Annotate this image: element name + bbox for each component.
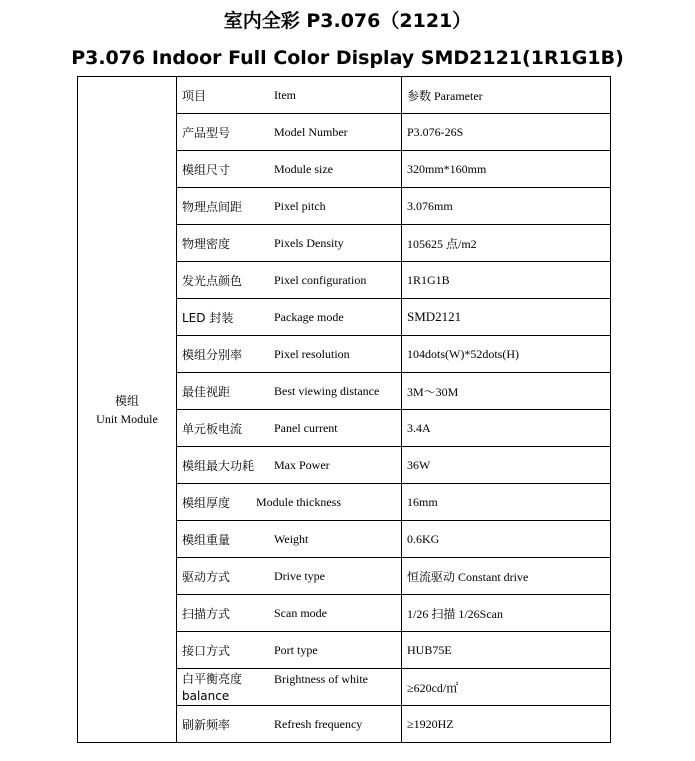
item-label-cn: 模组尺寸 (182, 162, 231, 177)
value-cell (402, 299, 611, 336)
value-cell (402, 447, 611, 484)
value-text: P3.076-26S (407, 124, 464, 139)
item-label-cn: 刷新频率 (182, 717, 231, 732)
item-label-cn: 扫描方式 (182, 606, 231, 621)
value-text: 参数 Parameter (407, 88, 483, 103)
value-text: 105625 点/m2 (407, 236, 477, 251)
value-cell (402, 558, 611, 595)
item-label-cn: 模组分别率 (182, 347, 243, 362)
group-cell (78, 77, 177, 743)
value-text: 3.4A (407, 420, 431, 435)
value-cell (402, 484, 611, 521)
value-text: 3M～30M (407, 384, 459, 399)
item-cell (177, 114, 402, 151)
item-cell (177, 336, 402, 373)
item-label-en: Brightness of white (274, 672, 368, 686)
value-text: SMD2121 (407, 309, 462, 324)
item-cell (177, 706, 402, 743)
item-label-en: Model Number (274, 124, 348, 139)
item-cell (177, 225, 402, 262)
item-label-en: Pixel pitch (274, 198, 326, 213)
item-label-en: Drive type (274, 568, 325, 583)
group-label-cn: 模组 (114, 393, 139, 408)
spec-table (77, 76, 611, 743)
item-label-en: Module thickness (256, 494, 341, 509)
item-cell (177, 188, 402, 225)
item-label-cn: 模组最大功耗 (182, 458, 255, 473)
item-label-cn: 模组厚度 (182, 495, 231, 510)
value-text: 恒流驱动 Constant drive (407, 569, 529, 584)
value-text: 104dots(W)*52dots(H) (407, 346, 519, 361)
item-cell (177, 521, 402, 558)
value-cell (402, 336, 611, 373)
value-cell (402, 706, 611, 743)
item-label-en: Pixel resolution (274, 346, 350, 361)
value-cell (402, 262, 611, 299)
value-text: ≥620cd/㎡ (407, 680, 459, 695)
value-text: 0.6KG (407, 531, 440, 546)
value-cell (402, 669, 611, 706)
page-title-en: P3.076 Indoor Full Color Display SMD2121(1R1G1B) (71, 47, 624, 69)
item-cell (177, 373, 402, 410)
item-label-en: Pixels Density (274, 235, 344, 250)
item-label-en: Package mode (274, 309, 344, 324)
item-label-cn: 接口方式 (182, 643, 231, 658)
item-label-cn: 物理密度 (182, 236, 231, 251)
item-label-en: Port type (274, 642, 318, 657)
item-cell (177, 484, 402, 521)
item-label-en: Scan mode (274, 605, 327, 620)
item-label-cn: 驱动方式 (182, 569, 231, 584)
item-cell (177, 669, 402, 706)
item-label-en: Panel current (274, 420, 338, 435)
value-cell (402, 225, 611, 262)
table-row (78, 77, 611, 114)
item-label-cn: 物理点间距 (182, 199, 243, 214)
item-cell (177, 77, 402, 114)
item-label-cn: 单元板电流 (182, 421, 243, 436)
item-label-en: Pixel configuration (274, 272, 367, 287)
value-cell (402, 373, 611, 410)
item-cell (177, 262, 402, 299)
group-label-en: Unit Module (96, 411, 158, 426)
item-label-cn: 模组重量 (182, 532, 231, 547)
item-label-en: Item (274, 87, 296, 102)
value-cell (402, 77, 611, 114)
item-cell (177, 595, 402, 632)
item-cell (177, 410, 402, 447)
item-cell (177, 632, 402, 669)
item-label-cn: 产品型号 (182, 125, 231, 140)
value-cell (402, 188, 611, 225)
value-text: 36W (407, 457, 431, 472)
item-cell (177, 299, 402, 336)
value-cell (402, 595, 611, 632)
item-label-cn: 项目 (182, 88, 207, 103)
item-cell (177, 558, 402, 595)
item-label-cn: 白平衡亮度 balance (182, 672, 243, 703)
value-cell (402, 632, 611, 669)
item-label-en: Max Power (274, 457, 330, 472)
value-text: 1/26 扫描 1/26Scan (407, 606, 503, 621)
item-label-cn: LED 封装 (182, 310, 234, 325)
item-label-en: Module size (274, 161, 333, 176)
value-cell (402, 151, 611, 188)
value-cell (402, 114, 611, 151)
value-cell (402, 521, 611, 558)
value-text: 1R1G1B (407, 272, 450, 287)
value-text: 16mm (407, 494, 438, 509)
value-text: HUB75E (407, 642, 452, 657)
item-label-en: Weight (274, 531, 309, 546)
item-label-cn: 发光点颜色 (182, 273, 243, 288)
page-title-cn: 室内全彩 P3.076（2121） (223, 10, 472, 32)
value-text: 320mm*160mm (407, 161, 487, 176)
item-cell (177, 447, 402, 484)
value-text: 3.076mm (407, 198, 453, 213)
value-text: ≥1920HZ (407, 716, 454, 731)
item-label-en: Best viewing distance (274, 383, 380, 398)
item-label-cn: 最佳视距 (182, 384, 231, 399)
value-cell (402, 410, 611, 447)
item-cell (177, 151, 402, 188)
item-label-en: Refresh frequency (274, 716, 363, 731)
